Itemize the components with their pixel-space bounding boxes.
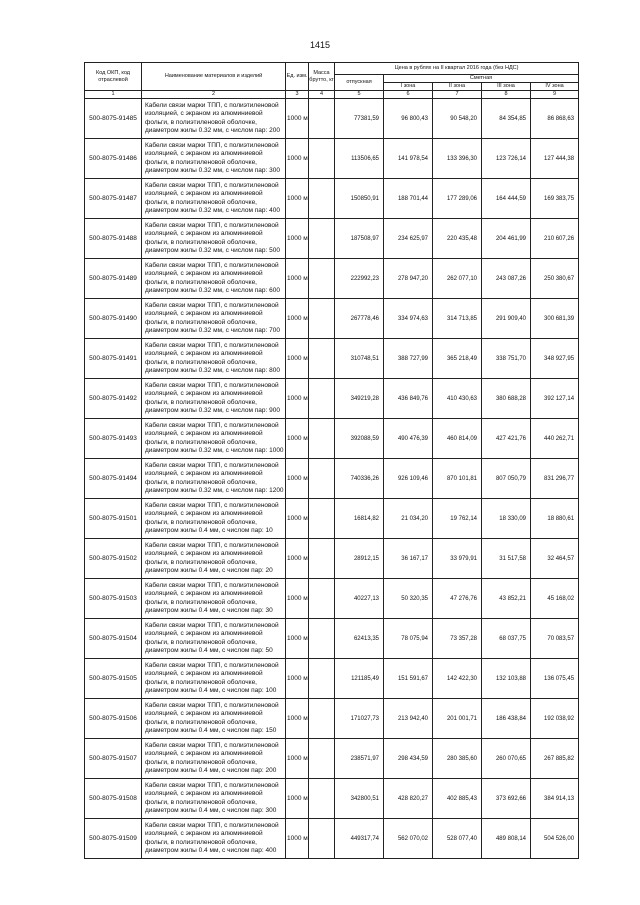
table-row bbox=[85, 99, 579, 139]
cell-unit: 1000 м bbox=[286, 659, 309, 699]
cell-zone-3-price: 31 517,58 bbox=[482, 539, 531, 579]
column-number-row bbox=[85, 91, 579, 99]
cell-zone-1-price: 213 942,40 bbox=[384, 699, 433, 739]
cell-unit: 1000 м bbox=[286, 139, 309, 179]
cell-unit: 1000 м bbox=[286, 819, 309, 859]
cell-unit: 1000 м bbox=[286, 259, 309, 299]
cell-release-price: 121185,49 bbox=[335, 659, 384, 699]
cell-name: Кабели связи марки ТПП, с полиэтиленовой изоляцией, с экраном из алюминиевой фольги, в полиэтиленовой оболочке, диаметром жилы 0.32 мм, с числом пар: 500 bbox=[142, 219, 286, 259]
cell-zone-2-price: 220 435,48 bbox=[433, 219, 482, 259]
cell-zone-1-price: 436 849,76 bbox=[384, 379, 433, 419]
cell-zone-3-price: 243 087,26 bbox=[482, 259, 531, 299]
cell-release-price: 222992,23 bbox=[335, 259, 384, 299]
cell-zone-3-price: 123 726,14 bbox=[482, 139, 531, 179]
cell-code: 500-8075-91487 bbox=[85, 179, 142, 219]
cell-code: 500-8075-91485 bbox=[85, 99, 142, 139]
cell-mass bbox=[309, 459, 335, 499]
cell-zone-3-price: 373 692,66 bbox=[482, 779, 531, 819]
cell-mass bbox=[309, 179, 335, 219]
cell-release-price: 238571,97 bbox=[335, 739, 384, 779]
cell-zone-2-price: 280 385,60 bbox=[433, 739, 482, 779]
cell-mass bbox=[309, 379, 335, 419]
header-name: Наименование материалов и изделий bbox=[142, 63, 286, 91]
table-row bbox=[85, 779, 579, 819]
cell-unit: 1000 м bbox=[286, 379, 309, 419]
table-row bbox=[85, 379, 579, 419]
cell-code: 500-8075-91501 bbox=[85, 499, 142, 539]
cell-zone-1-price: 562 070,02 bbox=[384, 819, 433, 859]
cell-unit: 1000 м bbox=[286, 619, 309, 659]
cell-unit: 1000 м bbox=[286, 219, 309, 259]
table-row bbox=[85, 539, 579, 579]
cell-release-price: 28912,15 bbox=[335, 539, 384, 579]
cell-name: Кабели связи марки ТПП, с полиэтиленовой изоляцией, с экраном из алюминиевой фольги, в полиэтиленовой оболочке, диаметром жилы 0.4 мм, с числом пар: 10 bbox=[142, 499, 286, 539]
cell-name: Кабели связи марки ТПП, с полиэтиленовой изоляцией, с экраном из алюминиевой фольги, в полиэтиленовой оболочке, диаметром жилы 0.4 мм, с числом пар: 50 bbox=[142, 619, 286, 659]
column-number: 3 bbox=[286, 91, 309, 99]
cell-name: Кабели связи марки ТПП, с полиэтиленовой изоляцией, с экраном из алюминиевой фольги, в полиэтиленовой оболочке, диаметром жилы 0.4 мм, с числом пар: 150 bbox=[142, 699, 286, 739]
cell-zone-1-price: 21 034,20 bbox=[384, 499, 433, 539]
cell-unit: 1000 м bbox=[286, 499, 309, 539]
cell-zone-1-price: 36 167,17 bbox=[384, 539, 433, 579]
column-number: 2 bbox=[142, 91, 286, 99]
cell-name: Кабели связи марки ТПП, с полиэтиленовой изоляцией, с экраном из алюминиевой фольги, в полиэтиленовой оболочке, диаметром жилы 0.32 мм, с числом пар: 300 bbox=[142, 139, 286, 179]
header-price-group: Цена в рублях на II квартал 2016 года (без НДС) bbox=[335, 63, 579, 75]
cell-zone-1-price: 78 075,94 bbox=[384, 619, 433, 659]
cell-name: Кабели связи марки ТПП, с полиэтиленовой изоляцией, с экраном из алюминиевой фольги, в полиэтиленовой оболочке, диаметром жилы 0.32 мм, с числом пар: 200 bbox=[142, 99, 286, 139]
cell-zone-3-price: 427 421,76 bbox=[482, 419, 531, 459]
cell-mass bbox=[309, 99, 335, 139]
cell-zone-2-price: 410 430,63 bbox=[433, 379, 482, 419]
cell-zone-4-price: 300 681,39 bbox=[531, 299, 579, 339]
cell-zone-4-price: 86 868,63 bbox=[531, 99, 579, 139]
cell-unit: 1000 м bbox=[286, 779, 309, 819]
cell-code: 500-8075-91494 bbox=[85, 459, 142, 499]
cell-release-price: 77381,59 bbox=[335, 99, 384, 139]
cell-code: 500-8075-91492 bbox=[85, 379, 142, 419]
cell-zone-1-price: 388 727,99 bbox=[384, 339, 433, 379]
cell-mass bbox=[309, 739, 335, 779]
cell-release-price: 40227,13 bbox=[335, 579, 384, 619]
column-number: 6 bbox=[384, 91, 433, 99]
header-unit: Ед. изм. bbox=[286, 63, 309, 91]
cell-zone-1-price: 50 320,35 bbox=[384, 579, 433, 619]
cell-zone-1-price: 298 434,59 bbox=[384, 739, 433, 779]
cell-release-price: 62413,35 bbox=[335, 619, 384, 659]
cell-zone-4-price: 210 607,26 bbox=[531, 219, 579, 259]
cell-name: Кабели связи марки ТПП, с полиэтиленовой изоляцией, с экраном из алюминиевой фольги, в полиэтиленовой оболочке, диаметром жилы 0.4 мм, с числом пар: 20 bbox=[142, 539, 286, 579]
cell-code: 500-8075-91506 bbox=[85, 699, 142, 739]
cell-code: 500-8075-91505 bbox=[85, 659, 142, 699]
cell-code: 500-8075-91486 bbox=[85, 139, 142, 179]
cell-zone-4-price: 127 444,38 bbox=[531, 139, 579, 179]
cell-release-price: 150850,91 bbox=[335, 179, 384, 219]
cell-name: Кабели связи марки ТПП, с полиэтиленовой изоляцией, с экраном из алюминиевой фольги, в полиэтиленовой оболочке, диаметром жилы 0.4 мм, с числом пар: 300 bbox=[142, 779, 286, 819]
cell-zone-4-price: 250 380,67 bbox=[531, 259, 579, 299]
cell-zone-3-price: 807 050,79 bbox=[482, 459, 531, 499]
cell-release-price: 187508,97 bbox=[335, 219, 384, 259]
cell-zone-1-price: 188 701,44 bbox=[384, 179, 433, 219]
cell-mass bbox=[309, 619, 335, 659]
cell-unit: 1000 м bbox=[286, 299, 309, 339]
cell-name: Кабели связи марки ТПП, с полиэтиленовой изоляцией, с экраном из алюминиевой фольги, в полиэтиленовой оболочке, диаметром жилы 0.32 мм, с числом пар: 600 bbox=[142, 259, 286, 299]
header-zone-2: II зона bbox=[433, 83, 482, 91]
header-code: Код ОКП, код отраслевой bbox=[85, 63, 142, 91]
cell-zone-3-price: 291 909,40 bbox=[482, 299, 531, 339]
cell-zone-2-price: 33 979,91 bbox=[433, 539, 482, 579]
cell-zone-2-price: 365 218,49 bbox=[433, 339, 482, 379]
cell-zone-4-price: 440 262,71 bbox=[531, 419, 579, 459]
cell-release-price: 267778,46 bbox=[335, 299, 384, 339]
cell-zone-2-price: 73 357,28 bbox=[433, 619, 482, 659]
cell-zone-2-price: 314 713,85 bbox=[433, 299, 482, 339]
cell-code: 500-8075-91508 bbox=[85, 779, 142, 819]
cell-release-price: 342800,51 bbox=[335, 779, 384, 819]
cell-code: 500-8075-91488 bbox=[85, 219, 142, 259]
cell-zone-3-price: 380 688,28 bbox=[482, 379, 531, 419]
cell-zone-3-price: 260 070,65 bbox=[482, 739, 531, 779]
table-row bbox=[85, 419, 579, 459]
price-table bbox=[84, 62, 579, 859]
header-zone-4: IV зона bbox=[531, 83, 579, 91]
cell-code: 500-8075-91489 bbox=[85, 259, 142, 299]
cell-release-price: 740336,26 bbox=[335, 459, 384, 499]
table-row bbox=[85, 739, 579, 779]
cell-code: 500-8075-91502 bbox=[85, 539, 142, 579]
cell-name: Кабели связи марки ТПП, с полиэтиленовой изоляцией, с экраном из алюминиевой фольги, в полиэтиленовой оболочке, диаметром жилы 0.32 мм, с числом пар: 700 bbox=[142, 299, 286, 339]
column-number: 8 bbox=[482, 91, 531, 99]
cell-name: Кабели связи марки ТПП, с полиэтиленовой изоляцией, с экраном из алюминиевой фольги, в полиэтиленовой оболочке, диаметром жилы 0.32 мм, с числом пар: 1000 bbox=[142, 419, 286, 459]
table-row bbox=[85, 619, 579, 659]
cell-release-price: 349219,28 bbox=[335, 379, 384, 419]
cell-code: 500-8075-91504 bbox=[85, 619, 142, 659]
cell-release-price: 449317,74 bbox=[335, 819, 384, 859]
cell-code: 500-8075-91493 bbox=[85, 419, 142, 459]
cell-mass bbox=[309, 499, 335, 539]
cell-mass bbox=[309, 259, 335, 299]
table-row bbox=[85, 139, 579, 179]
page-number: 1415 bbox=[309, 40, 331, 50]
cell-release-price: 310748,51 bbox=[335, 339, 384, 379]
table-row bbox=[85, 339, 579, 379]
cell-unit: 1000 м bbox=[286, 99, 309, 139]
cell-zone-1-price: 334 974,63 bbox=[384, 299, 433, 339]
column-number: 9 bbox=[531, 91, 579, 99]
cell-zone-2-price: 142 422,30 bbox=[433, 659, 482, 699]
cell-zone-3-price: 164 444,59 bbox=[482, 179, 531, 219]
cell-zone-3-price: 43 852,21 bbox=[482, 579, 531, 619]
cell-zone-3-price: 84 354,85 bbox=[482, 99, 531, 139]
cell-zone-2-price: 262 077,10 bbox=[433, 259, 482, 299]
cell-zone-2-price: 528 077,40 bbox=[433, 819, 482, 859]
cell-zone-4-price: 831 296,77 bbox=[531, 459, 579, 499]
cell-mass bbox=[309, 659, 335, 699]
cell-zone-2-price: 133 396,30 bbox=[433, 139, 482, 179]
cell-zone-3-price: 132 103,88 bbox=[482, 659, 531, 699]
cell-zone-3-price: 204 461,99 bbox=[482, 219, 531, 259]
cell-code: 500-8075-91503 bbox=[85, 579, 142, 619]
cell-unit: 1000 м bbox=[286, 579, 309, 619]
cell-zone-2-price: 177 289,06 bbox=[433, 179, 482, 219]
cell-name: Кабели связи марки ТПП, с полиэтиленовой изоляцией, с экраном из алюминиевой фольги, в полиэтиленовой оболочке, диаметром жилы 0.4 мм, с числом пар: 200 bbox=[142, 739, 286, 779]
table-row bbox=[85, 659, 579, 699]
cell-zone-2-price: 402 885,43 bbox=[433, 779, 482, 819]
cell-unit: 1000 м bbox=[286, 179, 309, 219]
cell-unit: 1000 м bbox=[286, 699, 309, 739]
cell-code: 500-8075-91490 bbox=[85, 299, 142, 339]
cell-mass bbox=[309, 539, 335, 579]
cell-zone-3-price: 489 808,14 bbox=[482, 819, 531, 859]
cell-code: 500-8075-91491 bbox=[85, 339, 142, 379]
cell-release-price: 113506,65 bbox=[335, 139, 384, 179]
cell-zone-4-price: 169 383,75 bbox=[531, 179, 579, 219]
cell-mass bbox=[309, 779, 335, 819]
cell-release-price: 16814,82 bbox=[335, 499, 384, 539]
cell-zone-2-price: 201 001,71 bbox=[433, 699, 482, 739]
cell-zone-3-price: 338 751,70 bbox=[482, 339, 531, 379]
table-row bbox=[85, 499, 579, 539]
cell-name: Кабели связи марки ТПП, с полиэтиленовой изоляцией, с экраном из алюминиевой фольги, в полиэтиленовой оболочке, диаметром жилы 0.32 мм, с числом пар: 900 bbox=[142, 379, 286, 419]
cell-name: Кабели связи марки ТПП, с полиэтиленовой изоляцией, с экраном из алюминиевой фольги, в полиэтиленовой оболочке, диаметром жилы 0.4 мм, с числом пар: 100 bbox=[142, 659, 286, 699]
cell-zone-4-price: 192 038,92 bbox=[531, 699, 579, 739]
column-number: 1 bbox=[85, 91, 142, 99]
table-body bbox=[85, 99, 579, 859]
cell-zone-4-price: 392 127,14 bbox=[531, 379, 579, 419]
cell-code: 500-8075-91509 bbox=[85, 819, 142, 859]
cell-mass bbox=[309, 819, 335, 859]
cell-name: Кабели связи марки ТПП, с полиэтиленовой изоляцией, с экраном из алюминиевой фольги, в полиэтиленовой оболочке, диаметром жилы 0.4 мм, с числом пар: 400 bbox=[142, 819, 286, 859]
header-zone-1: I зона bbox=[384, 83, 433, 91]
cell-name: Кабели связи марки ТПП, с полиэтиленовой изоляцией, с экраном из алюминиевой фольги, в полиэтиленовой оболочке, диаметром жилы 0.32 мм, с числом пар: 400 bbox=[142, 179, 286, 219]
cell-zone-1-price: 96 800,43 bbox=[384, 99, 433, 139]
header-mass: Масса брутто, кг bbox=[309, 63, 335, 91]
cell-name: Кабели связи марки ТПП, с полиэтиленовой изоляцией, с экраном из алюминиевой фольги, в полиэтиленовой оболочке, диаметром жилы 0.32 мм, с числом пар: 1200 bbox=[142, 459, 286, 499]
cell-zone-2-price: 19 762,14 bbox=[433, 499, 482, 539]
cell-name: Кабели связи марки ТПП, с полиэтиленовой изоляцией, с экраном из алюминиевой фольги, в полиэтиленовой оболочке, диаметром жилы 0.4 мм, с числом пар: 30 bbox=[142, 579, 286, 619]
table-row bbox=[85, 579, 579, 619]
cell-mass bbox=[309, 139, 335, 179]
cell-zone-2-price: 47 276,76 bbox=[433, 579, 482, 619]
cell-mass bbox=[309, 339, 335, 379]
cell-mass bbox=[309, 419, 335, 459]
cell-zone-1-price: 141 978,54 bbox=[384, 139, 433, 179]
cell-zone-1-price: 490 476,39 bbox=[384, 419, 433, 459]
table-row bbox=[85, 219, 579, 259]
cell-zone-4-price: 70 083,57 bbox=[531, 619, 579, 659]
header-zone-3: III зона bbox=[482, 83, 531, 91]
cell-zone-4-price: 348 927,95 bbox=[531, 339, 579, 379]
table-row bbox=[85, 459, 579, 499]
table-row bbox=[85, 299, 579, 339]
cell-unit: 1000 м bbox=[286, 739, 309, 779]
cell-mass bbox=[309, 579, 335, 619]
cell-mass bbox=[309, 219, 335, 259]
cell-name: Кабели связи марки ТПП, с полиэтиленовой изоляцией, с экраном из алюминиевой фольги, в полиэтиленовой оболочке, диаметром жилы 0.32 мм, с числом пар: 800 bbox=[142, 339, 286, 379]
cell-unit: 1000 м bbox=[286, 339, 309, 379]
header-estimate-price: Сметная bbox=[384, 75, 579, 83]
cell-unit: 1000 м bbox=[286, 459, 309, 499]
cell-zone-1-price: 151 591,67 bbox=[384, 659, 433, 699]
cell-unit: 1000 м bbox=[286, 539, 309, 579]
cell-zone-4-price: 18 880,61 bbox=[531, 499, 579, 539]
cell-zone-4-price: 136 075,45 bbox=[531, 659, 579, 699]
cell-zone-1-price: 278 947,20 bbox=[384, 259, 433, 299]
column-number: 4 bbox=[309, 91, 335, 99]
table-row bbox=[85, 179, 579, 219]
cell-zone-2-price: 460 814,09 bbox=[433, 419, 482, 459]
cell-zone-1-price: 428 820,27 bbox=[384, 779, 433, 819]
cell-zone-4-price: 384 914,13 bbox=[531, 779, 579, 819]
column-number: 7 bbox=[433, 91, 482, 99]
cell-zone-2-price: 90 548,20 bbox=[433, 99, 482, 139]
cell-release-price: 171027,73 bbox=[335, 699, 384, 739]
table-row bbox=[85, 699, 579, 739]
cell-zone-3-price: 18 330,09 bbox=[482, 499, 531, 539]
cell-zone-1-price: 234 625,97 bbox=[384, 219, 433, 259]
cell-release-price: 392088,59 bbox=[335, 419, 384, 459]
cell-mass bbox=[309, 699, 335, 739]
cell-unit: 1000 м bbox=[286, 419, 309, 459]
table-row bbox=[85, 259, 579, 299]
cell-zone-4-price: 32 464,57 bbox=[531, 539, 579, 579]
cell-code: 500-8075-91507 bbox=[85, 739, 142, 779]
cell-zone-3-price: 68 037,75 bbox=[482, 619, 531, 659]
cell-zone-4-price: 267 885,82 bbox=[531, 739, 579, 779]
column-number: 5 bbox=[335, 91, 384, 99]
table-row bbox=[85, 819, 579, 859]
cell-zone-1-price: 926 109,46 bbox=[384, 459, 433, 499]
cell-zone-4-price: 45 168,02 bbox=[531, 579, 579, 619]
cell-zone-3-price: 186 438,84 bbox=[482, 699, 531, 739]
cell-mass bbox=[309, 299, 335, 339]
cell-zone-2-price: 870 101,81 bbox=[433, 459, 482, 499]
header-release-price: отпускная bbox=[335, 75, 384, 91]
cell-zone-4-price: 504 526,00 bbox=[531, 819, 579, 859]
